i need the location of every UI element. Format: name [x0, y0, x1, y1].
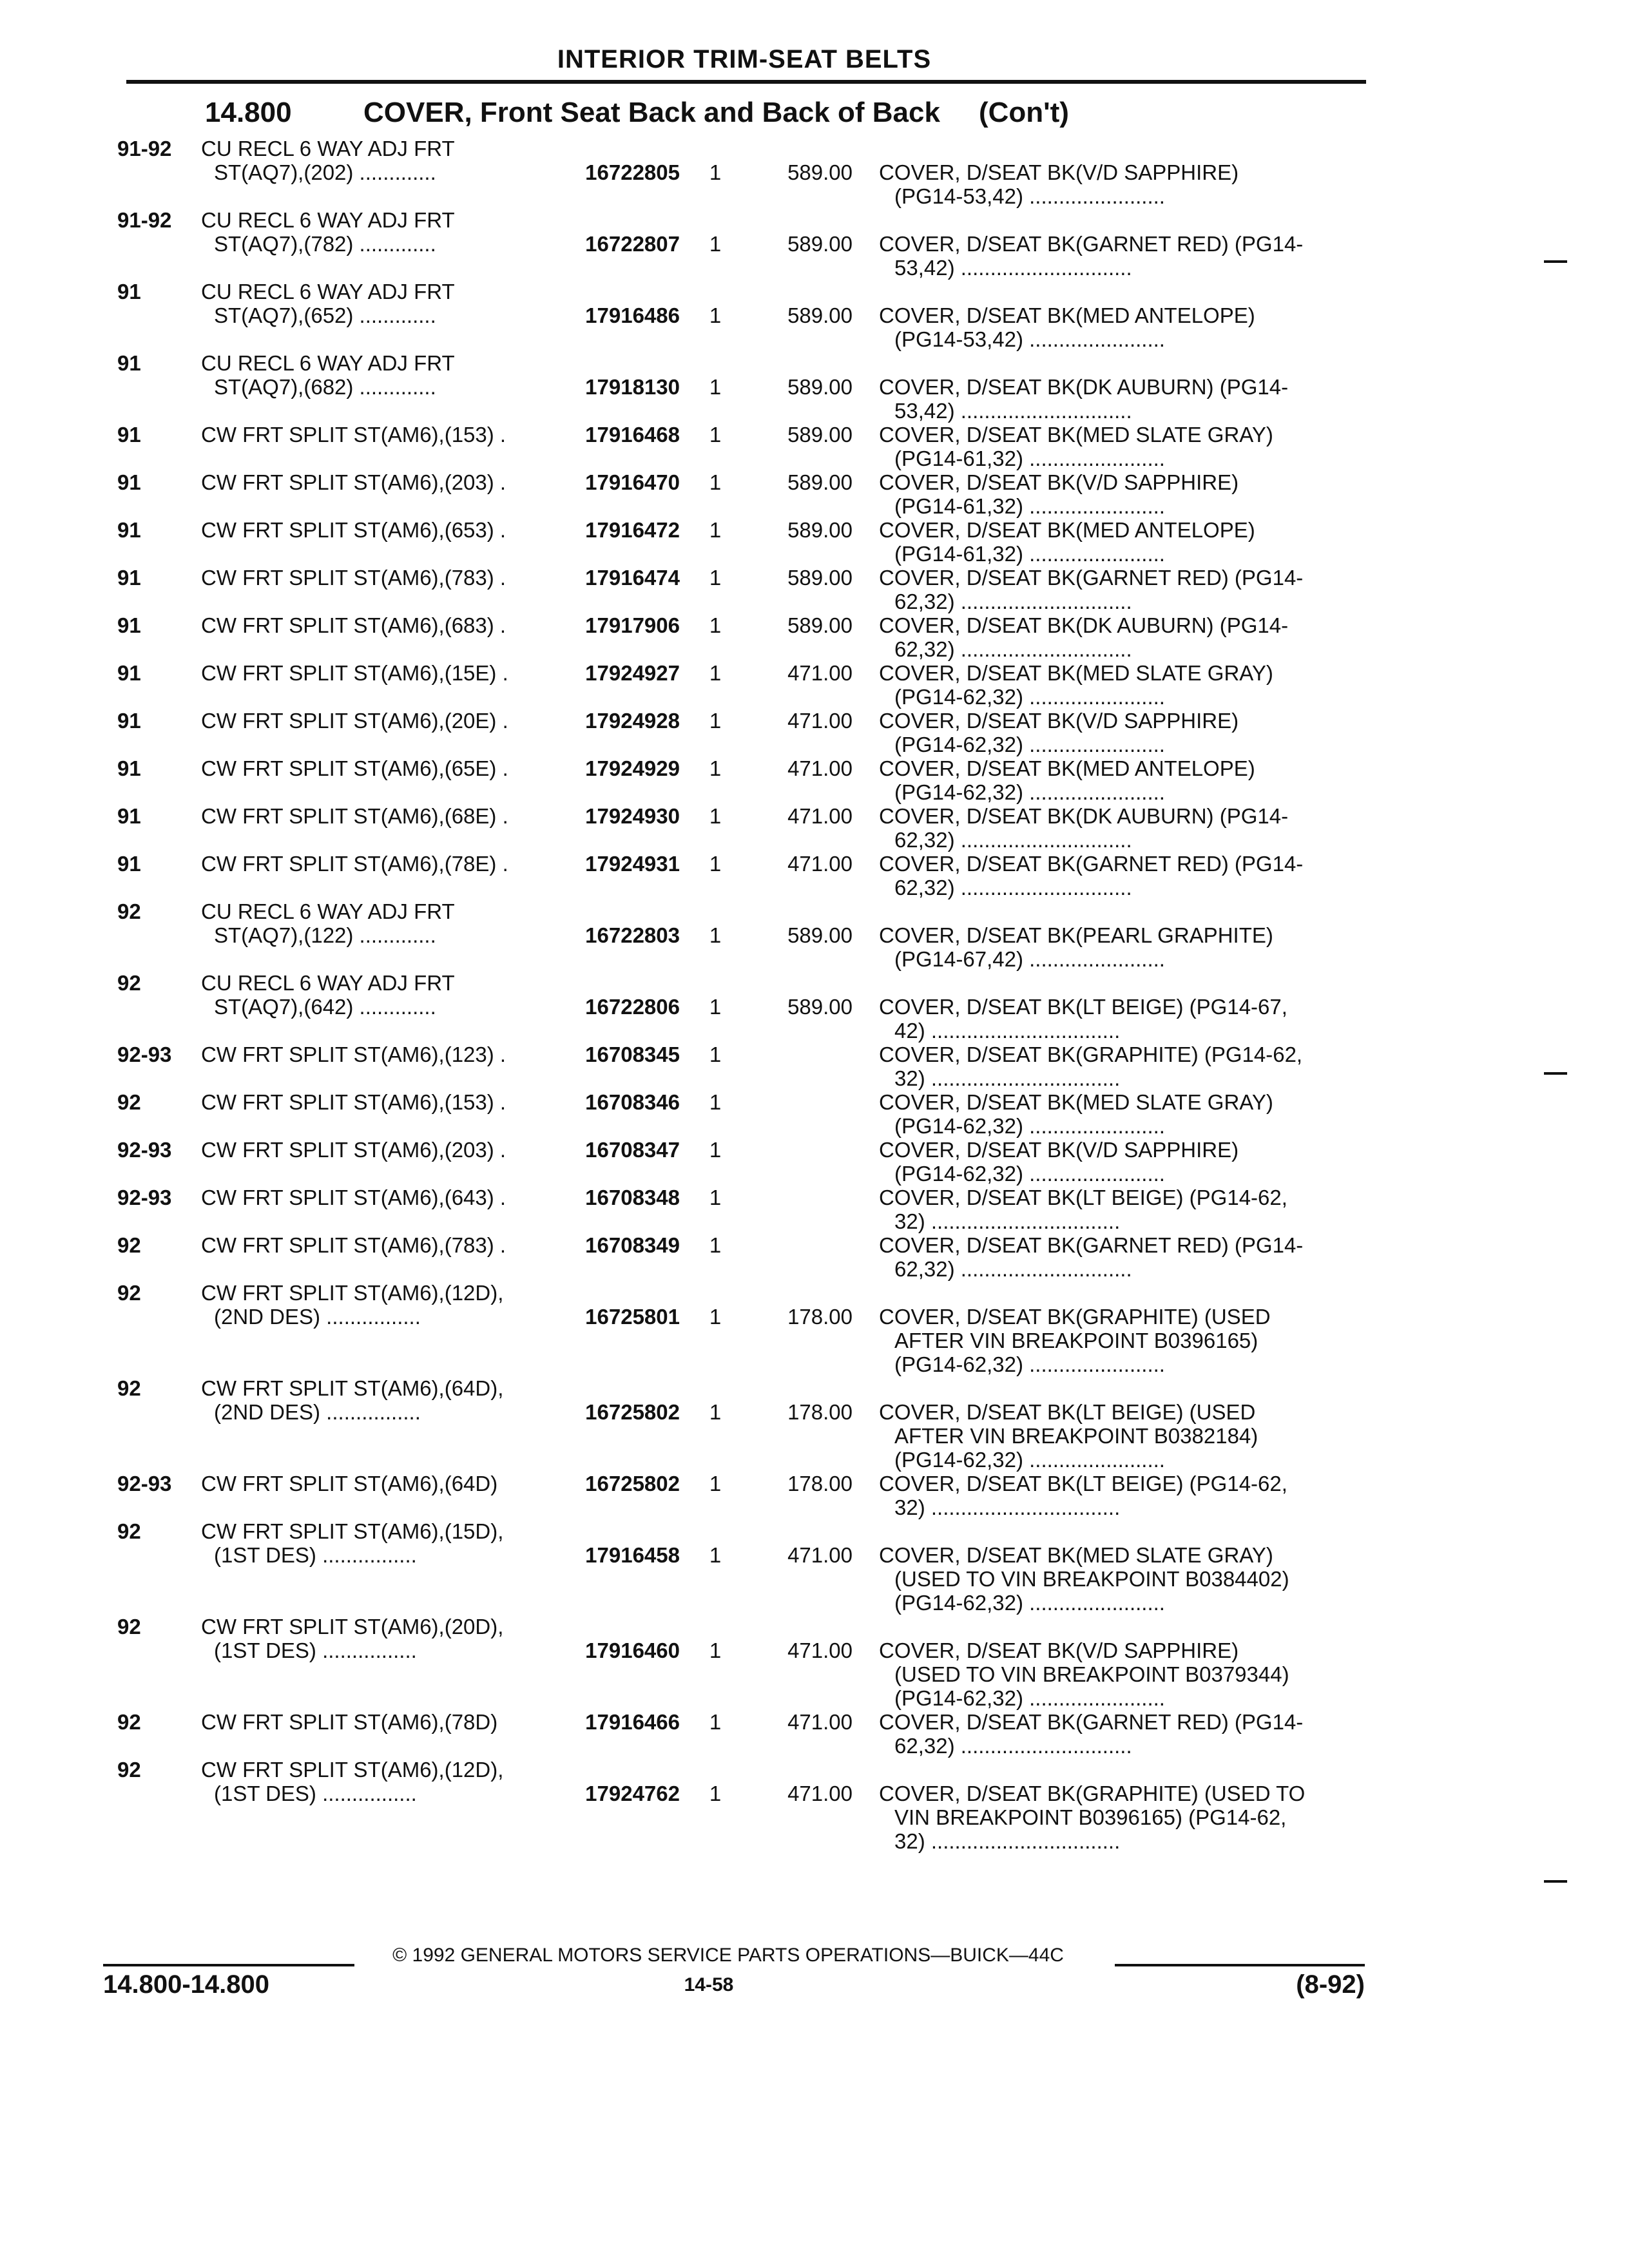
part-description: COVER, D/SEAT BK(V/D SAPPHIRE): [879, 1639, 1239, 1662]
price: 589.00: [787, 518, 853, 542]
part-description: COVER, D/SEAT BK(LT BEIGE) (PG14-62,: [879, 1472, 1287, 1495]
model-year: 91-92: [117, 137, 172, 160]
model-description: CW FRT SPLIT ST(AM6),(203) .: [201, 1138, 506, 1162]
part-description: 62,32) .............................: [894, 828, 1132, 852]
price: 471.00: [787, 1543, 853, 1567]
part-description: (PG14-62,32) .......................: [894, 1162, 1165, 1186]
model-description: ST(AQ7),(782) .............: [214, 232, 436, 256]
model-description: CW FRT SPLIT ST(AM6),(643) .: [201, 1186, 506, 1209]
table-row: [0, 470, 1629, 518]
part-description: COVER, D/SEAT BK(LT BEIGE) (PG14-67,: [879, 995, 1287, 1019]
part-description: 32) ................................: [894, 1495, 1121, 1519]
price: 471.00: [787, 756, 853, 780]
quantity: 1: [709, 232, 722, 256]
part-description: (PG14-62,32) .......................: [894, 1114, 1165, 1138]
quantity: 1: [709, 1186, 722, 1209]
quantity: 1: [709, 661, 722, 685]
part-number: 17924927: [585, 661, 680, 685]
part-description: 62,32) .............................: [894, 1734, 1132, 1758]
model-description: CU RECL 6 WAY ADJ FRT: [201, 280, 455, 303]
model-description: CW FRT SPLIT ST(AM6),(683) .: [201, 613, 506, 637]
part-description: 62,32) .............................: [894, 590, 1132, 613]
model-year: 91: [117, 613, 141, 637]
model-description: CU RECL 6 WAY ADJ FRT: [201, 899, 455, 923]
model-year: 91: [117, 280, 141, 303]
part-number: 17916460: [585, 1639, 680, 1662]
part-description: 32) ................................: [894, 1066, 1121, 1090]
quantity: 1: [709, 1138, 722, 1162]
quantity: 1: [709, 756, 722, 780]
part-number: 16708346: [585, 1090, 680, 1114]
model-year: 92-93: [117, 1138, 172, 1162]
table-row: [0, 709, 1629, 756]
part-description: COVER, D/SEAT BK(MED SLATE GRAY): [879, 1090, 1273, 1114]
model-description: CW FRT SPLIT ST(AM6),(153) .: [201, 423, 506, 447]
part-description: 32) ................................: [894, 1829, 1121, 1853]
model-year: 91: [117, 709, 141, 733]
part-description: 62,32) .............................: [894, 637, 1132, 661]
model-year: 91: [117, 852, 141, 876]
table-row: [0, 1615, 1629, 1710]
part-description: COVER, D/SEAT BK(MED ANTELOPE): [879, 756, 1255, 780]
model-description: CW FRT SPLIT ST(AM6),(78D): [201, 1710, 498, 1734]
price: 589.00: [787, 303, 853, 327]
model-description: CW FRT SPLIT ST(AM6),(123) .: [201, 1043, 506, 1066]
table-row: [0, 804, 1629, 852]
part-description: COVER, D/SEAT BK(MED SLATE GRAY): [879, 423, 1273, 447]
quantity: 1: [709, 518, 722, 542]
part-description: COVER, D/SEAT BK(V/D SAPPHIRE): [879, 1138, 1239, 1162]
part-description: COVER, D/SEAT BK(LT BEIGE) (USED: [879, 1400, 1256, 1424]
part-description: (PG14-61,32) .......................: [894, 542, 1165, 566]
part-description: COVER, D/SEAT BK(V/D SAPPHIRE): [879, 470, 1239, 494]
table-row: [0, 1090, 1629, 1138]
part-description: AFTER VIN BREAKPOINT B0382184): [894, 1424, 1258, 1448]
price: 589.00: [787, 995, 853, 1019]
part-number: 17924762: [585, 1782, 680, 1805]
table-row: [0, 566, 1629, 613]
table-row: [0, 756, 1629, 804]
model-year: 91: [117, 661, 141, 685]
model-year: 91-92: [117, 208, 172, 232]
quantity: 1: [709, 995, 722, 1019]
part-description: (PG14-62,32) .......................: [894, 733, 1165, 756]
model-description: CU RECL 6 WAY ADJ FRT: [201, 971, 455, 995]
price: 178.00: [787, 1472, 853, 1495]
part-description: (PG14-62,32) .......................: [894, 1591, 1165, 1615]
quantity: 1: [709, 1543, 722, 1567]
quantity: 1: [709, 1472, 722, 1495]
model-year: 91: [117, 470, 141, 494]
part-number: 17924929: [585, 756, 680, 780]
model-year: 91: [117, 804, 141, 828]
price: 471.00: [787, 1639, 853, 1662]
part-number: 17916486: [585, 303, 680, 327]
quantity: 1: [709, 613, 722, 637]
part-number: 17924930: [585, 804, 680, 828]
quantity: 1: [709, 1400, 722, 1424]
part-description: (PG14-62,32) .......................: [894, 780, 1165, 804]
part-description: (PG14-62,32) .......................: [894, 1686, 1165, 1710]
footer-rule-left: [103, 1964, 354, 1966]
price: 589.00: [787, 566, 853, 590]
part-number: 17916472: [585, 518, 680, 542]
part-number: 17916474: [585, 566, 680, 590]
part-description: (PG14-62,32) .......................: [894, 685, 1165, 709]
table-row: [0, 1472, 1629, 1519]
table-row: [0, 208, 1629, 280]
part-number: 16722805: [585, 160, 680, 184]
model-year: 92: [117, 1519, 141, 1543]
part-number: 17924931: [585, 852, 680, 876]
page-title: INTERIOR TRIM-SEAT BELTS: [557, 45, 932, 73]
part-description: COVER, D/SEAT BK(V/D SAPPHIRE): [879, 709, 1239, 733]
model-description: CW FRT SPLIT ST(AM6),(12D),: [201, 1758, 504, 1782]
part-description: COVER, D/SEAT BK(GARNET RED) (PG14-: [879, 566, 1304, 590]
model-description: ST(AQ7),(652) .............: [214, 303, 436, 327]
model-description: CU RECL 6 WAY ADJ FRT: [201, 208, 455, 232]
model-description: (1ST DES) ................: [214, 1543, 417, 1567]
part-description: COVER, D/SEAT BK(GRAPHITE) (USED: [879, 1305, 1271, 1329]
table-row: [0, 613, 1629, 661]
model-description: (2ND DES) ................: [214, 1400, 421, 1424]
part-description: (PG14-61,32) .......................: [894, 447, 1165, 470]
part-description: COVER, D/SEAT BK(GARNET RED) (PG14-: [879, 1710, 1304, 1734]
model-description: (2ND DES) ................: [214, 1305, 421, 1329]
footer-date: (8-92): [1296, 1970, 1365, 1999]
quantity: 1: [709, 160, 722, 184]
part-description: AFTER VIN BREAKPOINT B0396165): [894, 1329, 1258, 1352]
model-description: CW FRT SPLIT ST(AM6),(783) .: [201, 566, 506, 590]
table-row: [0, 1186, 1629, 1233]
price: 589.00: [787, 923, 853, 947]
quantity: 1: [709, 375, 722, 399]
table-row: [0, 1233, 1629, 1281]
model-description: (1ST DES) ................: [214, 1639, 417, 1662]
model-description: CW FRT SPLIT ST(AM6),(15E) .: [201, 661, 508, 685]
model-year: 91: [117, 518, 141, 542]
part-number: 16725801: [585, 1305, 680, 1329]
quantity: 1: [709, 566, 722, 590]
model-description: CW FRT SPLIT ST(AM6),(64D),: [201, 1376, 504, 1400]
model-description: CW FRT SPLIT ST(AM6),(203) .: [201, 470, 506, 494]
part-number: 16725802: [585, 1472, 680, 1495]
quantity: 1: [709, 423, 722, 447]
model-year: 92: [117, 971, 141, 995]
continued-label: (Con't): [978, 97, 1069, 128]
part-description: (PG14-53,42) .......................: [894, 327, 1165, 351]
model-description: ST(AQ7),(642) .............: [214, 995, 436, 1019]
part-number: 16722807: [585, 232, 680, 256]
part-description: COVER, D/SEAT BK(GRAPHITE) (PG14-62,: [879, 1043, 1303, 1066]
part-description: COVER, D/SEAT BK(MED ANTELOPE): [879, 518, 1255, 542]
model-description: CW FRT SPLIT ST(AM6),(12D),: [201, 1281, 504, 1305]
part-description: (USED TO VIN BREAKPOINT B0384402): [894, 1567, 1289, 1591]
price: 589.00: [787, 470, 853, 494]
part-description: (PG14-67,42) .......................: [894, 947, 1165, 971]
table-row: [0, 137, 1629, 208]
part-description: 32) ................................: [894, 1209, 1121, 1233]
quantity: 1: [709, 303, 722, 327]
model-year: 91: [117, 756, 141, 780]
part-number: 17924928: [585, 709, 680, 733]
quantity: 1: [709, 1233, 722, 1257]
table-row: [0, 1758, 1629, 1853]
model-description: CW FRT SPLIT ST(AM6),(653) .: [201, 518, 506, 542]
part-number: 17916466: [585, 1710, 680, 1734]
model-description: CW FRT SPLIT ST(AM6),(20E) .: [201, 709, 508, 733]
part-number: 16725802: [585, 1400, 680, 1424]
price: 471.00: [787, 804, 853, 828]
table-row: [0, 280, 1629, 351]
model-year: 92: [117, 1090, 141, 1114]
part-number: 16708348: [585, 1186, 680, 1209]
model-description: CW FRT SPLIT ST(AM6),(15D),: [201, 1519, 504, 1543]
price: 471.00: [787, 709, 853, 733]
quantity: 1: [709, 1639, 722, 1662]
part-number: 17917906: [585, 613, 680, 637]
table-row: [0, 1710, 1629, 1758]
part-description: COVER, D/SEAT BK(GARNET RED) (PG14-: [879, 852, 1304, 876]
table-row: [0, 1519, 1629, 1615]
price: 471.00: [787, 1782, 853, 1805]
model-year: 92: [117, 1710, 141, 1734]
part-number: 17916470: [585, 470, 680, 494]
model-year: 92-93: [117, 1186, 172, 1209]
model-description: ST(AQ7),(682) .............: [214, 375, 436, 399]
margin-mark: [1544, 1880, 1567, 1883]
table-row: [0, 1281, 1629, 1376]
table-row: [0, 661, 1629, 709]
price: 589.00: [787, 375, 853, 399]
part-number: 16708345: [585, 1043, 680, 1066]
model-description: CW FRT SPLIT ST(AM6),(65E) .: [201, 756, 508, 780]
price: 471.00: [787, 1710, 853, 1734]
part-description: COVER, D/SEAT BK(DK AUBURN) (PG14-: [879, 613, 1289, 637]
part-description: COVER, D/SEAT BK(DK AUBURN) (PG14-: [879, 804, 1289, 828]
part-description: 62,32) .............................: [894, 1257, 1132, 1281]
price: 178.00: [787, 1400, 853, 1424]
part-description: (PG14-62,32) .......................: [894, 1352, 1165, 1376]
part-description: 62,32) .............................: [894, 876, 1132, 899]
model-description: CU RECL 6 WAY ADJ FRT: [201, 351, 455, 375]
margin-mark: [1544, 1072, 1567, 1075]
quantity: 1: [709, 1090, 722, 1114]
part-description: (PG14-53,42) .......................: [894, 184, 1165, 208]
part-description: (PG14-62,32) .......................: [894, 1448, 1165, 1472]
model-year: 91: [117, 566, 141, 590]
quantity: 1: [709, 923, 722, 947]
quantity: 1: [709, 709, 722, 733]
part-description: COVER, D/SEAT BK(MED SLATE GRAY): [879, 661, 1273, 685]
model-year: 92: [117, 1233, 141, 1257]
model-year: 92: [117, 1376, 141, 1400]
table-row: [0, 423, 1629, 470]
model-year: 92: [117, 1281, 141, 1305]
model-description: (1ST DES) ................: [214, 1782, 417, 1805]
model-description: CW FRT SPLIT ST(AM6),(78E) .: [201, 852, 508, 876]
part-description: 53,42) .............................: [894, 256, 1132, 280]
part-number: 16722806: [585, 995, 680, 1019]
quantity: 1: [709, 470, 722, 494]
part-number: 17916468: [585, 423, 680, 447]
table-row: [0, 971, 1629, 1043]
part-description: COVER, D/SEAT BK(GRAPHITE) (USED TO: [879, 1782, 1306, 1805]
margin-mark: [1544, 260, 1567, 263]
quantity: 1: [709, 1710, 722, 1734]
part-number: 16722803: [585, 923, 680, 947]
quantity: 1: [709, 1043, 722, 1066]
footer-rule-right: [1115, 1964, 1365, 1966]
footer-range: 14.800-14.800: [103, 1970, 270, 1999]
part-number: 17916458: [585, 1543, 680, 1567]
part-description: COVER, D/SEAT BK(PEARL GRAPHITE): [879, 923, 1273, 947]
part-description: (PG14-61,32) .......................: [894, 494, 1165, 518]
price: 589.00: [787, 423, 853, 447]
price: 471.00: [787, 661, 853, 685]
part-description: COVER, D/SEAT BK(DK AUBURN) (PG14-: [879, 375, 1289, 399]
model-year: 91: [117, 351, 141, 375]
part-description: COVER, D/SEAT BK(GARNET RED) (PG14-: [879, 1233, 1304, 1257]
part-description: COVER, D/SEAT BK(LT BEIGE) (PG14-62,: [879, 1186, 1287, 1209]
model-description: CU RECL 6 WAY ADJ FRT: [201, 137, 455, 160]
footer-copyright: © 1992 GENERAL MOTORS SERVICE PARTS OPERATIONS—BUICK—44C: [392, 1945, 1064, 1966]
quantity: 1: [709, 1305, 722, 1329]
quantity: 1: [709, 1782, 722, 1805]
model-year: 92: [117, 1615, 141, 1639]
part-number: 16708347: [585, 1138, 680, 1162]
footer-page-number: 14-58: [684, 1974, 734, 1995]
price: 589.00: [787, 232, 853, 256]
table-row: [0, 351, 1629, 423]
model-description: CW FRT SPLIT ST(AM6),(783) .: [201, 1233, 506, 1257]
table-row: [0, 518, 1629, 566]
part-description: (USED TO VIN BREAKPOINT B0379344): [894, 1662, 1289, 1686]
price: 178.00: [787, 1305, 853, 1329]
table-row: [0, 1376, 1629, 1472]
model-description: ST(AQ7),(202) .............: [214, 160, 436, 184]
price: 589.00: [787, 160, 853, 184]
part-number: 17918130: [585, 375, 680, 399]
part-number: 16708349: [585, 1233, 680, 1257]
part-description: COVER, D/SEAT BK(MED ANTELOPE): [879, 303, 1255, 327]
section-title: COVER, Front Seat Back and Back of Back: [363, 97, 940, 128]
quantity: 1: [709, 804, 722, 828]
table-row: [0, 899, 1629, 971]
part-description: VIN BREAKPOINT B0396165) (PG14-62,: [894, 1805, 1287, 1829]
price: 471.00: [787, 852, 853, 876]
part-description: COVER, D/SEAT BK(MED SLATE GRAY): [879, 1543, 1273, 1567]
table-row: [0, 852, 1629, 899]
model-year: 92: [117, 1758, 141, 1782]
model-year: 91: [117, 423, 141, 447]
part-description: 53,42) .............................: [894, 399, 1132, 423]
model-year: 92-93: [117, 1043, 172, 1066]
model-year: 92: [117, 899, 141, 923]
model-year: 92-93: [117, 1472, 172, 1495]
table-row: [0, 1138, 1629, 1186]
model-description: CW FRT SPLIT ST(AM6),(20D),: [201, 1615, 504, 1639]
part-description: COVER, D/SEAT BK(GARNET RED) (PG14-: [879, 232, 1304, 256]
part-description: 42) ................................: [894, 1019, 1121, 1043]
model-description: CW FRT SPLIT ST(AM6),(68E) .: [201, 804, 508, 828]
table-row: [0, 1043, 1629, 1090]
quantity: 1: [709, 852, 722, 876]
section-number: 14.800: [205, 97, 292, 128]
price: 589.00: [787, 613, 853, 637]
model-description: CW FRT SPLIT ST(AM6),(64D): [201, 1472, 498, 1495]
part-description: COVER, D/SEAT BK(V/D SAPPHIRE): [879, 160, 1239, 184]
model-description: ST(AQ7),(122) .............: [214, 923, 436, 947]
model-description: CW FRT SPLIT ST(AM6),(153) .: [201, 1090, 506, 1114]
